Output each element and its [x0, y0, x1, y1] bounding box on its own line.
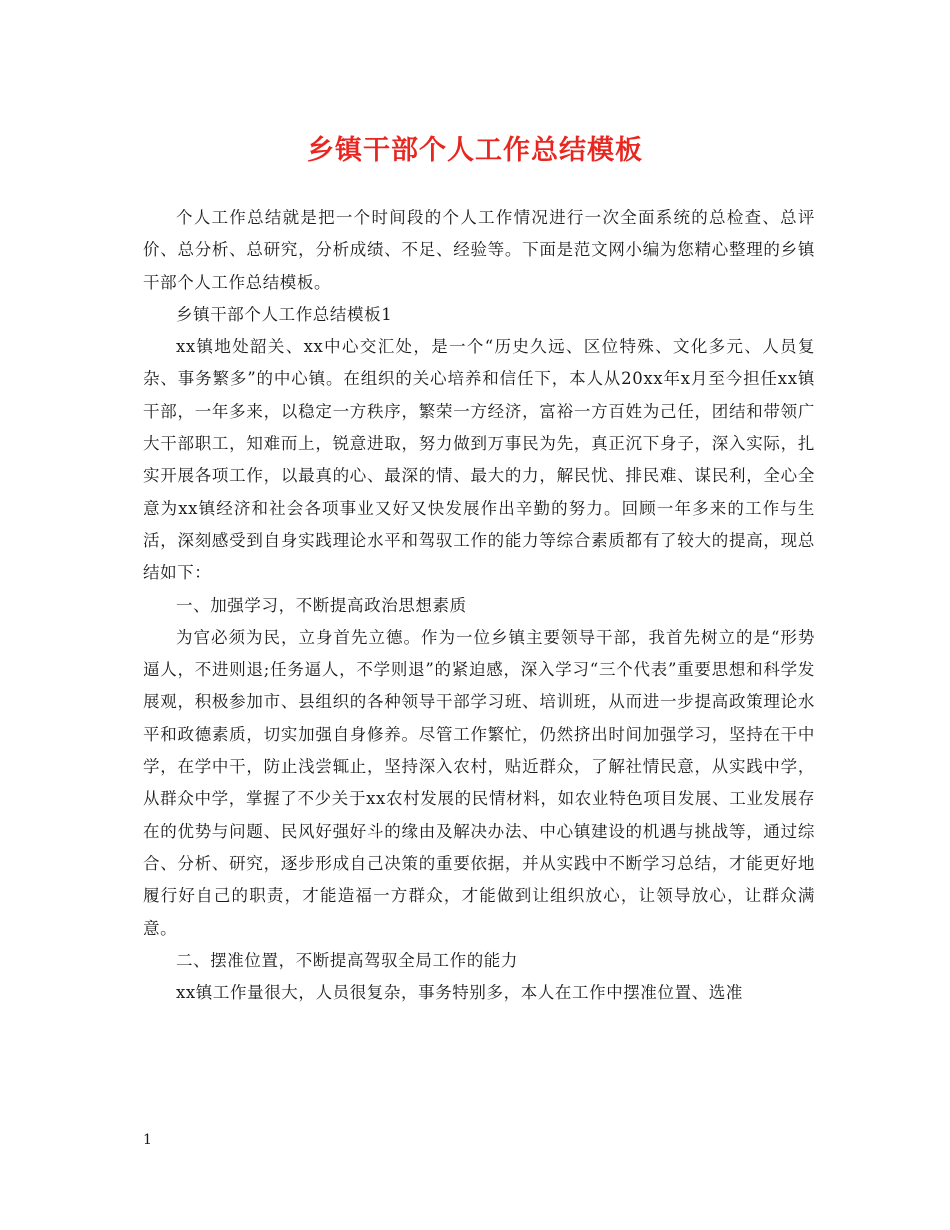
- page-number: 1: [143, 1132, 152, 1148]
- section-heading-template-1: 乡镇干部个人工作总结模板1: [176, 304, 393, 324]
- intro-paragraph: 个人工作总结就是把一个时间段的个人工作情况进行一次全面系统的总检查、总评价、总分析、总研究，分析成绩、不足、经验等。下面是范文网小编为您精心整理的乡镇干部个人工作总结模板。: [143, 208, 815, 292]
- body-paragraph: 为官必须为民，立身首先立德。作为一位乡镇主要领导干部，我首先树立的是“形势逼人，不进则退;任务逼人，不学则退”的紧迫感，深入学习“三个代表”重要思想和科学发展观，积极参加市、县组织的各种领导干部学习班、培训班，从而进一步提高政策理论水平和政德素质，切实加强自身修养。尽管工作繁忙，仍然挤出时间加强学习，坚持在干中学，在学中干，防止浅尝辄止，坚持深入农村，贴近群众，了解社情民意，从实践中学，从群众中学，掌握了不少关于xx农村发展的民情材料，如农业特色项目发展、工业发展存在的优势与问题、民风好强好斗的缘由及解决办法、中心镇建设的机遇与挑战等，通过综合、分析、研究，逐步形成自己决策的重要依据，并从实践中不断学习总结，才能更好地履行好自己的职责，才能造福一方群众，才能做到让组织放心，让领导放心，让群众满意。: [143, 627, 815, 938]
- section-heading-1: 一、加强学习，不断提高政治思想素质: [176, 595, 467, 615]
- section-heading-2: 二、摆准位置，不断提高驾驭全局工作的能力: [176, 950, 518, 970]
- body-paragraph: xx镇工作量很大，人员很复杂，事务特别多，本人在工作中摆准位置、选准: [176, 983, 744, 1003]
- body-paragraph: xx镇地处韶关、xx中心交汇处，是一个“历史久远、区位特殊、文化多元、人员复杂、事务繁多”的中心镇。在组织的关心培养和信任下，本人从20xx年x月至今担任xx镇干部，一年多来，以稳定一方秩序，繁荣一方经济，富裕一方百姓为己任，团结和带领广大干部职工，知难而上，锐意进取，努力做到万事民为先，真正沉下身子，深入实际，扎实开展各项工作，以最真的心、最深的情、最大的力，解民忧、排民难、谋民利，全心全意为xx镇经济和社会各项事业又好又快发展作出辛勤的努力。回顾一年多来的工作与生活，深刻感受到自身实践理论水平和驾驭工作的能力等综合素质都有了较大的提高，现总结如下：: [143, 337, 815, 583]
- document-title: 乡镇干部个人工作总结模板: [307, 135, 643, 166]
- document-body: [143, 202, 815, 1009]
